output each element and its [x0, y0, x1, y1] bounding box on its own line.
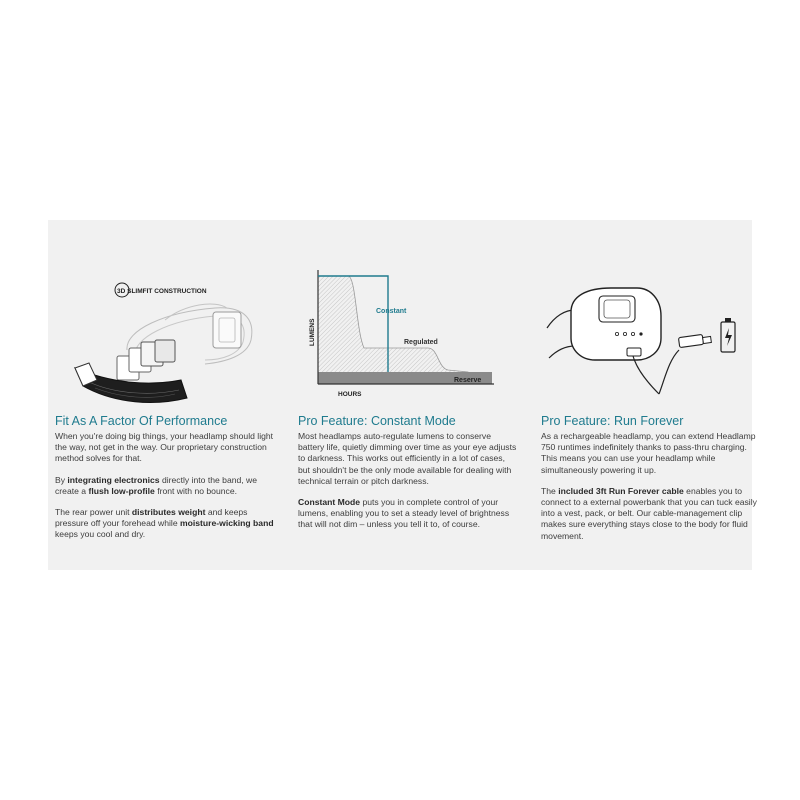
constant-text [298, 414, 518, 541]
chart-ylabel: LUMENS [309, 318, 316, 346]
headlamp-band-illustration [55, 260, 275, 420]
text-run-bold: Constant Mode [298, 497, 361, 508]
power-unit-illustration [541, 260, 761, 420]
text-run-bold: flush low-profile [88, 485, 155, 496]
fit-paragraph-2 [55, 475, 275, 497]
text-run: keeps you cool and dry. [55, 529, 146, 540]
regulated-label: Regulated [404, 339, 438, 346]
text-run: Most headlamps auto-regulate lumens to conserve battery life, quietly dimming over time as your eye adjusts to darkness. This works out efficiently in a lot of cases, but shouldn't be the only mode available for dealing with technical terrain or pitch darkness. [298, 431, 517, 486]
slimfit-label: 3D SLIMFIT CONSTRUCTION [117, 288, 207, 295]
text-run: When you're doing big things, your headlamp should light the way, not get in the way. Our proprietary construction method solves for that. [55, 431, 274, 464]
run-forever-paragraph-1 [541, 431, 761, 476]
text-run: and keeps pressure off your forehead while [55, 507, 248, 529]
constant-paragraph-2 [298, 497, 518, 531]
fit-paragraph-3 [55, 507, 275, 541]
text-run: directly into the band, we create a [55, 474, 258, 496]
run-forever-paragraph-2 [541, 486, 761, 542]
text-run: enables you to connect to a external powerbank that you can tuck easily into a vest, pack, or belt. Our cable-management clip makes sure everything stays close to the body for fluid movement. [541, 485, 757, 541]
chart-xlabel: HOURS [338, 391, 362, 398]
text-run: puts you in complete control of your lumens, enabling you to set a steady level of brightness that will not dim – unless you tell it to, of course. [298, 497, 510, 530]
reserve-label: Reserve [454, 377, 482, 384]
text-run-bold: included 3ft Run Forever cable [558, 485, 684, 496]
regulated-area [318, 276, 468, 384]
text-run: front with no bounce. [154, 485, 237, 496]
battery-icon [721, 318, 735, 352]
text-run: By [55, 474, 68, 485]
fit-heading: Fit As A Factor Of Performance [55, 414, 228, 428]
run-forever-heading: Pro Feature: Run Forever [541, 414, 684, 428]
constant-label: Constant [376, 308, 407, 315]
constant-heading: Pro Feature: Constant Mode [298, 414, 456, 428]
lumens-chart-illustration [298, 260, 518, 420]
run-forever-text [541, 414, 761, 552]
text-run-bold: distributes weight [131, 507, 206, 518]
fit-text [55, 414, 275, 551]
text-run: The [541, 485, 559, 496]
text-run-bold: moisture-wicking band [180, 518, 274, 529]
constant-paragraph-1 [298, 431, 518, 487]
text-run: As a rechargeable headlamp, you can extend Headlamp 750 runtimes indefinitely thanks to pass-thru charging. This means you can use your headlamp while simultaneously powering it up. [541, 431, 756, 475]
feature-panel [48, 220, 757, 570]
slimfit-badge [115, 283, 207, 297]
text-run-bold: integrating electronics [67, 474, 160, 485]
text-run: The rear power unit [55, 507, 132, 518]
power-unit [571, 288, 661, 360]
fit-paragraph-1 [55, 431, 275, 465]
